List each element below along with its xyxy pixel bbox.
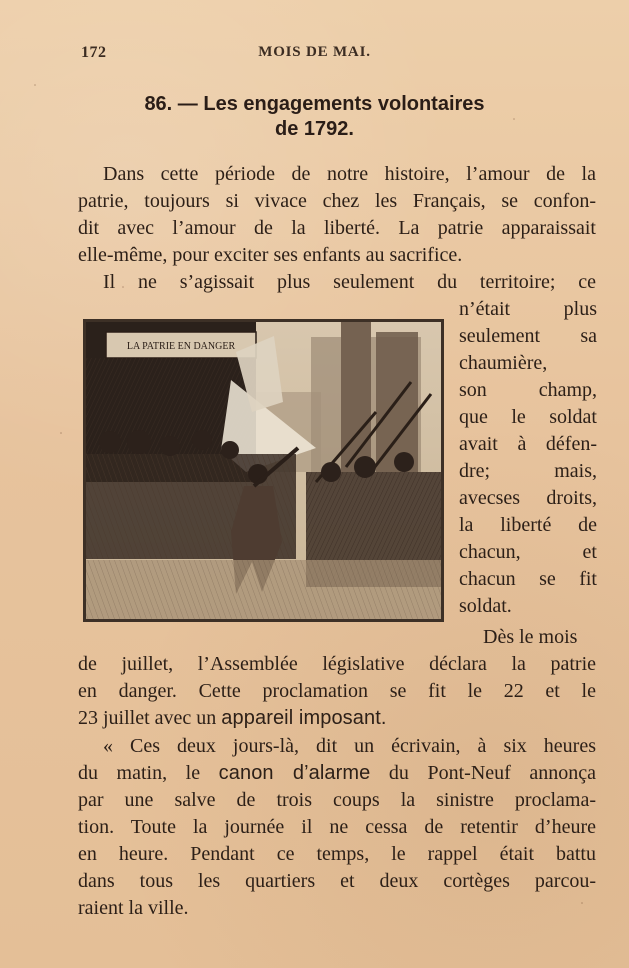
side-line-10: chacun, et <box>459 541 597 563</box>
paragraph-4-line-1: « Ces deux jours-là, dit un écrivain, à six heures <box>103 735 596 757</box>
side-line-1: n’était plus <box>459 298 597 320</box>
paper-speckle <box>34 84 36 86</box>
paragraph-1-line-2: patrie, toujours si vivace chez les Français, se confon- <box>78 190 596 212</box>
banner-text: LA PATRIE EN DANGER <box>126 341 236 352</box>
paragraph-4 <box>78 733 596 922</box>
side-text-column <box>459 296 597 620</box>
side-line-6: avait à défen- <box>459 433 597 455</box>
paragraph-4-line-6: dans tous les quartiers et deux cortèges parcou- <box>78 870 596 892</box>
paragraph-4-line-4: tion. Toute la journée il ne cessa de retentir d’heure <box>78 816 596 838</box>
engraving-svg <box>86 322 441 619</box>
paragraph-2-first-line <box>78 269 596 296</box>
side-line-2: seulement sa <box>459 325 597 347</box>
paper-speckle <box>122 286 124 288</box>
paper-speckle <box>513 118 515 120</box>
side-line-9: la liberté de <box>459 514 597 536</box>
paragraph-4-line-2-end: du Pont-Neuf annonça <box>370 762 597 784</box>
paragraph-3-line-2: de juillet, l’Assemblée législative déclara la patrie <box>78 653 596 675</box>
page-header <box>0 44 629 66</box>
section-title <box>0 92 629 142</box>
side-line-4: son champ, <box>459 379 597 401</box>
running-title: MOIS DE MAI. <box>258 44 371 60</box>
paper-speckle <box>581 902 583 904</box>
section-title-line-1: 86. — Les engagements volontaires <box>144 93 485 115</box>
paragraph-3-line-1: Dès le mois <box>483 626 578 648</box>
paragraph-3-line-4-start: 23 juillet avec un <box>78 707 222 729</box>
paragraph-4-emphasis: canon d’alarme <box>218 762 371 784</box>
side-line-5: que le soldat <box>459 406 597 428</box>
paragraph-1-line-3: dit avec l’amour de la liberté. La patrie apparaissait <box>78 217 596 239</box>
paragraph-3-line-4 <box>78 705 596 732</box>
paragraph-3-first-line <box>483 624 597 651</box>
paragraph-1 <box>78 161 596 269</box>
page-number: 172 <box>81 44 107 61</box>
side-line-8: avecses droits, <box>459 487 597 509</box>
paragraph-4-line-5: en heure. Pendant ce temps, le rappel était battu <box>78 843 596 865</box>
paragraph-3-rest <box>78 651 596 732</box>
side-line-12: soldat. <box>459 595 512 617</box>
paragraph-4-line-2-start: du matin, le <box>78 762 219 784</box>
side-line-7: dre; mais, <box>459 460 597 482</box>
paragraph-1-line-4: elle-même, pour exciter ses enfants au sacrifice. <box>78 244 463 266</box>
side-line-3: chaumière, <box>459 352 548 374</box>
ground-hatching <box>86 560 441 619</box>
paragraph-3-emphasis: appareil imposant. <box>221 707 387 729</box>
paragraph-1-line-1: Dans cette période de notre histoire, l’amour de la <box>103 163 596 185</box>
paragraph-4-line-3: par une salve de trois coups la sinistre proclama- <box>78 789 596 811</box>
paragraph-3-line-3: en danger. Cette proclamation se fit le 22 et le <box>78 680 596 702</box>
paper-speckle <box>60 432 62 434</box>
section-title-line-2: de 1792. <box>275 118 354 140</box>
paragraph-4-line-7: raient la ville. <box>78 897 189 919</box>
paragraph-2-line-1: Il ne s’agissait plus seulement du territoire; ce <box>103 271 596 293</box>
engraving-illustration <box>83 319 444 622</box>
side-line-11: chacun se fit <box>459 568 597 590</box>
paragraph-4-line-2 <box>78 760 596 787</box>
